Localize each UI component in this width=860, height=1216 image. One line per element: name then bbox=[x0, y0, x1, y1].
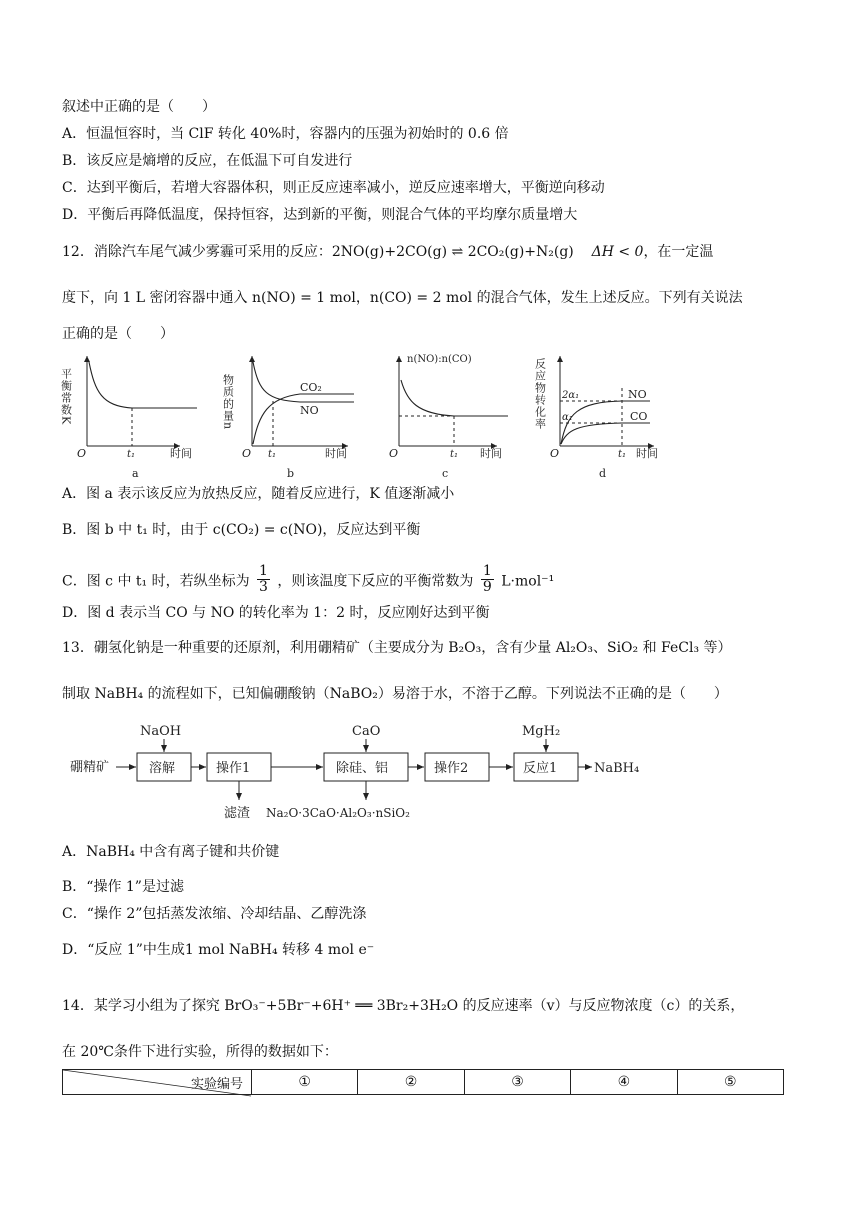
graph-d-series-no: NO bbox=[628, 388, 647, 401]
flow-box-op2-label: 操作2 bbox=[434, 761, 469, 776]
graph-a-caption: a bbox=[132, 467, 139, 480]
q12-enthalpy: ΔH < 0 bbox=[591, 244, 644, 260]
q14-line2: 在 20℃条件下进行实验，所得的数据如下： bbox=[62, 1044, 338, 1060]
fraction-one-third bbox=[257, 564, 270, 595]
q12-line2: 度下，向 1 L 密闭容器中通入 n(NO) = 1 mol，n(CO) = 2 mol 的混合气体，发生上述反应。下列有关说法 bbox=[62, 290, 743, 306]
table-col-4: ④ bbox=[571, 1070, 677, 1095]
graph-a-ylabel: 平衡常数K bbox=[59, 368, 73, 426]
flow-box-remove-label: 除硅、铝 bbox=[336, 761, 389, 776]
q11-option-c: C．达到平衡后，若增大容器体积，则正反应速率减小，逆反应速率增大，平衡逆向移动 bbox=[62, 180, 605, 196]
fraction-numerator: 1 bbox=[259, 563, 268, 579]
graph-b-xlabel: 时间 bbox=[325, 447, 347, 460]
graph-a-origin: O bbox=[77, 447, 87, 460]
graph-c bbox=[389, 354, 508, 480]
q12-intro: 12．消除汽车尾气减少雾霾可采用的反应： bbox=[62, 244, 332, 260]
flow-start: 硼精矿 bbox=[70, 760, 110, 775]
graph-a bbox=[60, 356, 198, 480]
flow-reagent-cao: CaO bbox=[352, 724, 381, 739]
flow-box-op1-label: 操作1 bbox=[216, 761, 251, 776]
q12-graphs bbox=[59, 350, 672, 482]
table-col-1: ① bbox=[252, 1070, 358, 1095]
fraction-denominator: 9 bbox=[482, 579, 492, 595]
q13-option-a: A．NaBH₄ 中含有离子键和共价键 bbox=[62, 844, 280, 860]
q12-option-c bbox=[62, 563, 555, 597]
graph-d-tick: t₁ bbox=[618, 449, 627, 460]
q13-option-d: D．“反应 1”中生成1 mol NaBH₄ 转移 4 mol e⁻ bbox=[62, 942, 375, 958]
graph-b-origin: O bbox=[242, 447, 252, 460]
table-header-cell bbox=[63, 1070, 252, 1095]
q11-option-b: B．该反应是熵增的反应，在低温下可自发进行 bbox=[62, 153, 353, 169]
graph-a-tick: t₁ bbox=[127, 449, 136, 460]
q12-line1 bbox=[62, 242, 713, 262]
q12-option-c-unit: L·mol⁻¹ bbox=[501, 573, 555, 590]
graph-b-caption: b bbox=[287, 467, 295, 480]
graph-d-label-a: α₁ bbox=[562, 412, 573, 423]
graph-b-series-co2: CO₂ bbox=[300, 381, 322, 394]
q12-equation: 2NO(g)+2CO(g) ⇌ 2CO₂(g)+N₂(g) bbox=[331, 244, 574, 260]
graph-d-caption: d bbox=[599, 467, 607, 480]
q13-line2: 制取 NaBH₄ 的流程如下，已知偏硼酸钠（NaBO₂）易溶于水，不溶于乙醇。下列说法不正确的是（ ） bbox=[62, 686, 728, 702]
flow-box-dissolve-label: 溶解 bbox=[149, 761, 176, 776]
q13-option-c: C．“操作 2”包括蒸发浓缩、冷却结晶、乙醇洗涤 bbox=[62, 906, 367, 922]
flow-reagent-mgh2: MgH₂ bbox=[522, 724, 561, 739]
fraction-numerator: 1 bbox=[482, 563, 492, 579]
q13-option-b: B．“操作 1”是过滤 bbox=[62, 879, 184, 895]
graph-b-tick: t₁ bbox=[268, 449, 277, 460]
q14-line1: 14．某学习小组为了探究 BrO₃⁻+5Br⁻+6H⁺ ══ 3Br₂+3H₂O 的反应速率（v）与反应物浓度（c）的关系， bbox=[62, 998, 745, 1014]
graph-d-label-2a: 2α₁ bbox=[562, 390, 580, 401]
flow-reagent-naoh: NaOH bbox=[140, 724, 182, 739]
q12-option-b: B．图 b 中 t₁ 时，由于 c(CO₂) = c(NO)，反应达到平衡 bbox=[62, 522, 421, 538]
graph-b-series-no: NO bbox=[300, 404, 319, 417]
graph-d-series-co: CO bbox=[630, 410, 648, 423]
q12-intro-end: ，在一定温 bbox=[643, 244, 714, 260]
table-col-2: ② bbox=[358, 1070, 464, 1095]
graph-d-curve-co bbox=[561, 423, 650, 444]
q12-option-d: D．图 d 表示当 CO 与 NO 的转化率为 1：2 时，反应刚好达到平衡 bbox=[62, 605, 490, 621]
graph-c-caption: c bbox=[442, 467, 449, 480]
flow-waste-1: 滤渣 bbox=[224, 806, 251, 821]
q11-option-d: D．平衡后再降低温度，保持恒容，达到新的平衡，则混合气体的平均摩尔质量增大 bbox=[62, 207, 578, 223]
graph-c-origin: O bbox=[389, 447, 399, 460]
q13-flow-diagram bbox=[70, 718, 690, 826]
graph-c-ylabel: n(NO):n(CO) bbox=[407, 354, 472, 365]
graph-d-ylabel: 反应物转化率 bbox=[533, 358, 547, 430]
table-row bbox=[63, 1070, 784, 1095]
q12-option-a: A．图 a 表示该反应为放热反应，随着反应进行，K 值逐渐减小 bbox=[62, 486, 455, 502]
fraction-denominator: 3 bbox=[259, 579, 268, 595]
graph-b-ylabel: 物质的量n bbox=[221, 374, 235, 431]
graph-a-curve bbox=[89, 362, 197, 408]
table-col-5: ⑤ bbox=[677, 1070, 783, 1095]
graph-d-origin: O bbox=[550, 447, 560, 460]
table-header-label: 实验编号 bbox=[190, 1076, 243, 1092]
graph-d bbox=[534, 356, 659, 480]
fraction-one-ninth bbox=[481, 564, 494, 595]
graph-a-xlabel: 时间 bbox=[170, 447, 192, 460]
graph-c-tick: t₁ bbox=[450, 449, 459, 460]
q11-stem-end: 叙述中正确的是（ ） bbox=[62, 99, 216, 115]
graph-c-curve bbox=[401, 380, 508, 416]
graph-c-xlabel: 时间 bbox=[480, 447, 502, 460]
q14-data-table bbox=[62, 1069, 784, 1095]
q12-option-c-part1: C．图 c 中 t₁ 时，若纵坐标为 bbox=[62, 573, 250, 590]
graph-d-xlabel: 时间 bbox=[636, 447, 658, 460]
table-col-3: ③ bbox=[464, 1070, 570, 1095]
flow-waste-2: Na₂O·3CaO·Al₂O₃·nSiO₂ bbox=[266, 806, 410, 820]
q13-line1: 13．硼氢化钠是一种重要的还原剂，利用硼精矿（主要成分为 B₂O₃，含有少量 Al₂O₃、SiO₂ 和 FeCl₃ 等） bbox=[62, 640, 732, 656]
q11-option-a: A．恒温恒容时，当 ClF 转化 40%时，容器内的压强为初始时的 0.6 倍 bbox=[62, 126, 509, 142]
flow-end: NaBH₄ bbox=[594, 761, 640, 776]
flow-box-react-label: 反应1 bbox=[523, 761, 558, 776]
q12-option-c-part2: ，则该温度下反应的平衡常数为 bbox=[277, 573, 474, 590]
graph-b bbox=[222, 356, 355, 480]
q12-line3: 正确的是（ ） bbox=[62, 326, 174, 342]
